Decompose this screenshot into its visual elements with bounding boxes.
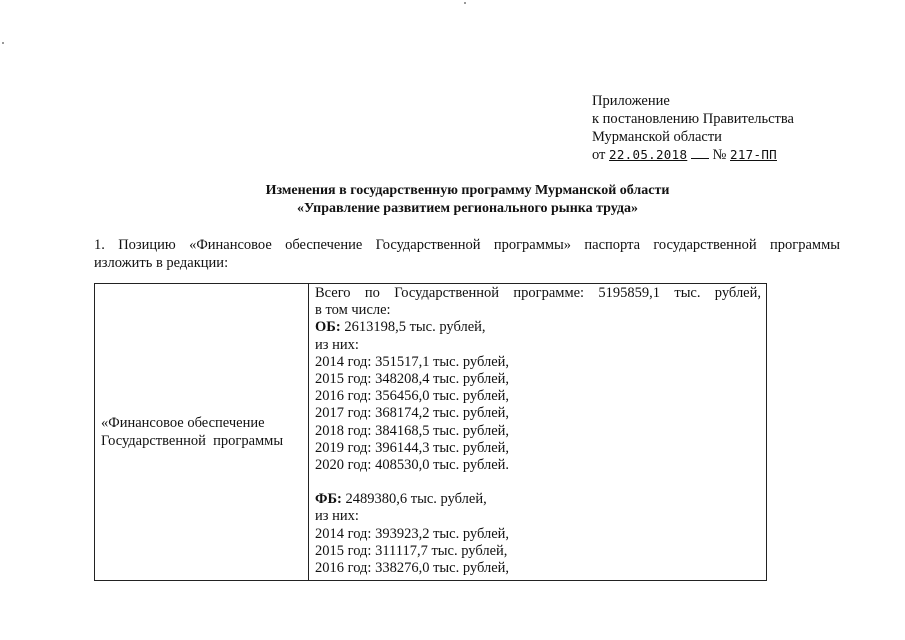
ob-year-row: 2018 год: 384168,5 тыс. рублей, (315, 422, 510, 439)
paragraph-line-2: изложить в редакции: (94, 255, 229, 271)
ob-year-row: 2019 год: 396144,3 тыс. рублей, (315, 439, 510, 456)
position-name-line-2: Государственной программы (101, 433, 284, 449)
fb-year-row: 2014 год: 393923,2 тыс. рублей, (315, 525, 510, 542)
fb-year-row: 2016 год: 338276,0 тыс. рублей, (315, 560, 510, 577)
appendix-date-line (592, 146, 794, 164)
position-name-cell (101, 414, 301, 450)
ob-year-row: 2017 год: 368174,2 тыс. рублей, (315, 405, 510, 422)
instruction-paragraph (94, 236, 840, 272)
ob-year-row: 2014 год: 351517,1 тыс. рублей, (315, 353, 510, 370)
ob-of-them: из них: (315, 336, 359, 353)
fb-label: ФБ: (315, 491, 342, 508)
ob-value: 2613198,5 тыс. рублей, (340, 319, 486, 336)
appendix-line-3: Мурманской области (592, 129, 722, 145)
scan-speck (464, 2, 466, 4)
date-value: 22.05.2018 (609, 147, 688, 162)
document-title (100, 182, 835, 218)
ob-label: ОБ: (315, 319, 341, 336)
appendix-line-2: к постановлению Правительства (592, 111, 794, 127)
fb-value: 2489380,6 тыс. рублей, (341, 491, 487, 508)
scan-speck (2, 42, 4, 44)
paragraph-line-1: 1. Позицию «Финансовое обеспечение Государственной программы» паспорта государственной программы (94, 237, 840, 253)
date-prefix: от (592, 147, 606, 163)
ob-line (315, 319, 761, 336)
appendix-line-1: Приложение (592, 93, 670, 109)
fb-year-row: 2015 год: 311117,7 тыс. рублей, (315, 542, 508, 559)
total-line: Всего по Государственной программе: 5195859,1 тыс. рублей, (315, 285, 761, 301)
fb-line (315, 491, 761, 508)
number-value: 217-ПП (730, 147, 777, 162)
ob-year-row: 2020 год: 408530,0 тыс. рублей. (315, 457, 510, 474)
appendix-header (592, 92, 794, 164)
fb-of-them: из них: (315, 508, 359, 525)
ob-year-row: 2016 год: 356456,0 тыс. рублей, (315, 388, 510, 405)
ob-year-row: 2015 год: 348208,4 тыс. рублей, (315, 371, 510, 388)
title-line-2: «Управление развитием регионального рынка труда» (297, 201, 638, 216)
financing-table (94, 283, 767, 581)
position-name-line-1: «Финансовое обеспечение (101, 415, 265, 431)
number-prefix: № (712, 147, 727, 163)
table-column-divider (308, 284, 309, 580)
total-line-2: в том числе: (315, 302, 391, 319)
financing-details-cell (315, 285, 761, 577)
title-line-1: Изменения в государственную программу Мурманской области (265, 183, 670, 198)
